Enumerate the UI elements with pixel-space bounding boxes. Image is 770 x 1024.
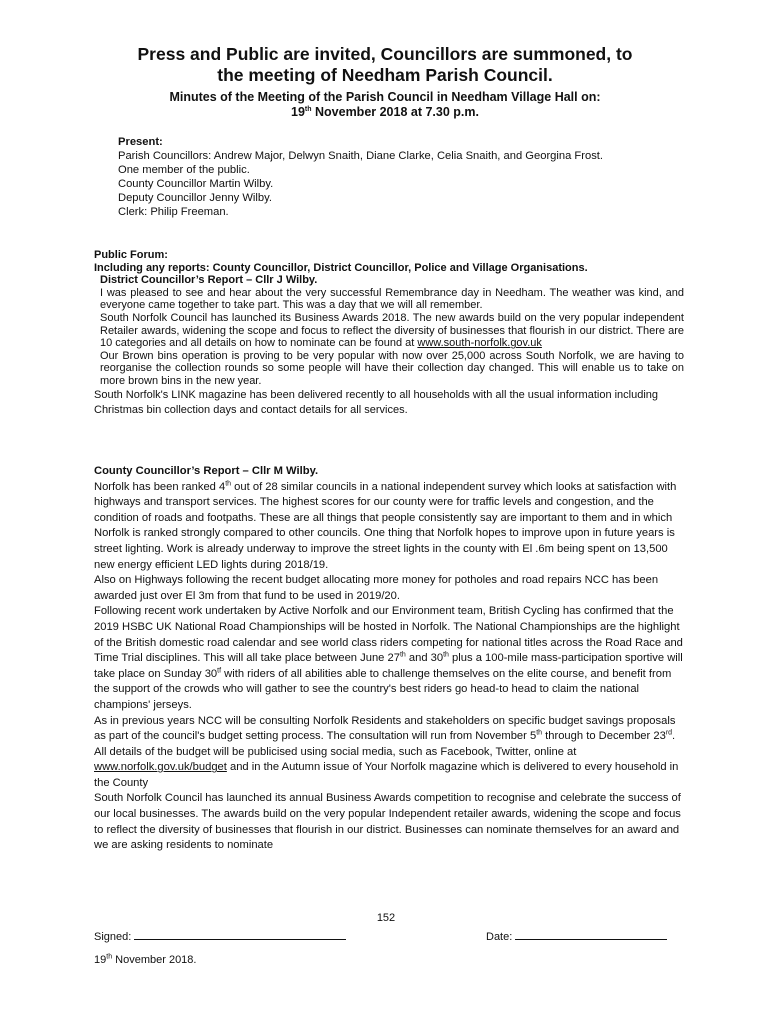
text: . All details of the budget will be publicised using social media, such as Facebook, Twitter, online at (94, 730, 676, 758)
minutes-subtitle (0, 90, 770, 120)
district-para-text: South Norfolk Council has launched its Business Awards 2018. The new awards build on the very popular independent Retailer awards, widening the scope and focus to reflect the diversity of businesses that flourish in our district. There are 10 categories and all details on how to nominate can be found at (100, 311, 684, 350)
south-norfolk-link[interactable]: www.south-norfolk.gov.uk (417, 337, 542, 350)
footer-day-suffix: th (106, 953, 113, 961)
signed-label: Signed: (94, 931, 132, 943)
text: plus a 100-mile mass-participation sportive will take place on Sunday 30 (94, 652, 683, 680)
county-para (94, 714, 688, 792)
page-number: 152 (376, 912, 396, 924)
county-para (94, 604, 688, 713)
present-line: Clerk: Philip Freeman. (118, 205, 229, 218)
footer-meeting-date (94, 954, 196, 966)
present-line: Deputy Councillor Jenny Wilby. (118, 191, 272, 204)
signed-field (94, 929, 346, 943)
title-line-1: Press and Public are invited, Councillors are summoned, to (137, 44, 633, 64)
present-label: Present: (118, 136, 163, 148)
subtitle-line-1: Minutes of the Meeting of the Parish Council in Needham Village Hall on: (169, 90, 601, 104)
subtitle-line-2 (0, 105, 770, 120)
text: through to December 23 (542, 730, 666, 743)
superscript: th (443, 651, 449, 659)
text: out of 28 similar councils in a national independent survey which looks at satisfaction with highways and transport services. The highest scores for our county were for traffic levels and congestion, and the condition of roads and footpaths. These are all things that people consistently say are important to them and in which Norfolk is ranked strongly compared to other councils. One thing that Norfolk hopes to improve upon in future years is street lighting. Work is already underway to improve the street lights in the county with El .6m being spent on 13,500 new energy efficient LED lights during 2018/19. (94, 480, 677, 571)
text: with riders of all abilities able to challenge themselves on the elite course, and benefit from the support of the crowds who will gather to see the country's best riders go head-to head to claim the national champions' jerseys. (94, 667, 672, 711)
district-para: South Norfolk's LINK magazine has been delivered recently to all households with all the usual information including Christmas bin collection days and contact details for all services. (94, 388, 659, 416)
footer-day: 19 (94, 954, 107, 966)
county-para: South Norfolk Council has launched its annual Business Awards competition to recognise and celebrate the success of our local businesses. The awards build on the very popular Independent retailer awards, widening the scope and focus to reflect the diversity of businesses that flourish in our district. Businesses can nominate themselves for an award and we are asking residents to nominate (94, 792, 681, 852)
subtitle-day-suffix: th (304, 105, 312, 113)
date-field (486, 929, 667, 943)
present-section (118, 136, 678, 219)
superscript: tf (217, 666, 222, 674)
subtitle-day: 19 (291, 105, 305, 119)
county-report-section (94, 464, 688, 854)
subtitle-date-rest: November 2018 at 7.30 p.m. (311, 105, 479, 119)
public-forum-label: Public Forum: (94, 249, 168, 261)
county-report-heading: County Councillor’s Report – Cllr M Wilby. (94, 465, 319, 477)
superscript: th (225, 479, 232, 487)
page-title (0, 44, 770, 86)
district-para: Our Brown bins operation is proving to be very popular with now over 25,000 across South Norfolk, we are having to reorganise the collection rounds so some people will have their collection day changed. This will enable us to take on more brown bins in the new year. (100, 349, 684, 387)
county-para: Also on Highways following the recent budget allocating more money for potholes and road repairs NCC has been awarded just over El 3m from that fund to be used in 2019/20. (94, 574, 659, 602)
footer-date-rest: November 2018. (112, 954, 197, 966)
present-line: Parish Councillors: Andrew Major, Delwyn Snaith, Diane Clarke, Celia Snaith, and Georgina Frost. (118, 149, 604, 162)
text: and in the Autumn issue of Your Norfolk magazine which is delivered to every household in the County (94, 761, 679, 789)
superscript: rd (665, 729, 673, 737)
reports-heading: Including any reports: County Councillor, District Councillor, Police and Village Organisations. (94, 261, 588, 274)
title-line-2: the meeting of Needham Parish Council. (217, 65, 553, 85)
text: Norfolk has been ranked 4 (94, 480, 226, 493)
date-label: Date: (486, 931, 513, 943)
superscript: th (399, 651, 406, 659)
district-report-heading: District Councillor’s Report – Cllr J Wilby. (100, 274, 318, 287)
text: and 30 (405, 652, 444, 665)
text: Following recent work undertaken by Active Norfolk and our Environment team, British Cycling has confirmed that the 2019 HSBC UK National Road Championships will be hosted in Norfolk. The National Championships are the highlight of the British domestic road calendar and see world class riders competing for national titles across the Road Race and Time Trial disciplines. This will all take place between June 27 (94, 605, 683, 665)
present-line: County Councillor Martin Wilby. (118, 177, 274, 190)
text: As in previous years NCC will be consulting Norfolk Residents and stakeholders on specific budget savings proposals as part of the council's budget setting process. The consultation will run from November 5 (94, 714, 676, 743)
district-para (94, 312, 684, 350)
county-para (94, 480, 688, 574)
signature-line (134, 929, 346, 940)
superscript: th (536, 729, 543, 737)
public-forum-section (94, 249, 684, 418)
present-line: One member of the public. (118, 163, 250, 176)
norfolk-budget-link[interactable]: www.norfolk.gov.uk/budget (94, 761, 227, 774)
date-line (515, 929, 667, 940)
district-para: I was pleased to see and hear about the very successful Remembrance day in Needham. The weather was kind, and everyone came together to take part. This was a day that we will all remember. (100, 286, 684, 312)
